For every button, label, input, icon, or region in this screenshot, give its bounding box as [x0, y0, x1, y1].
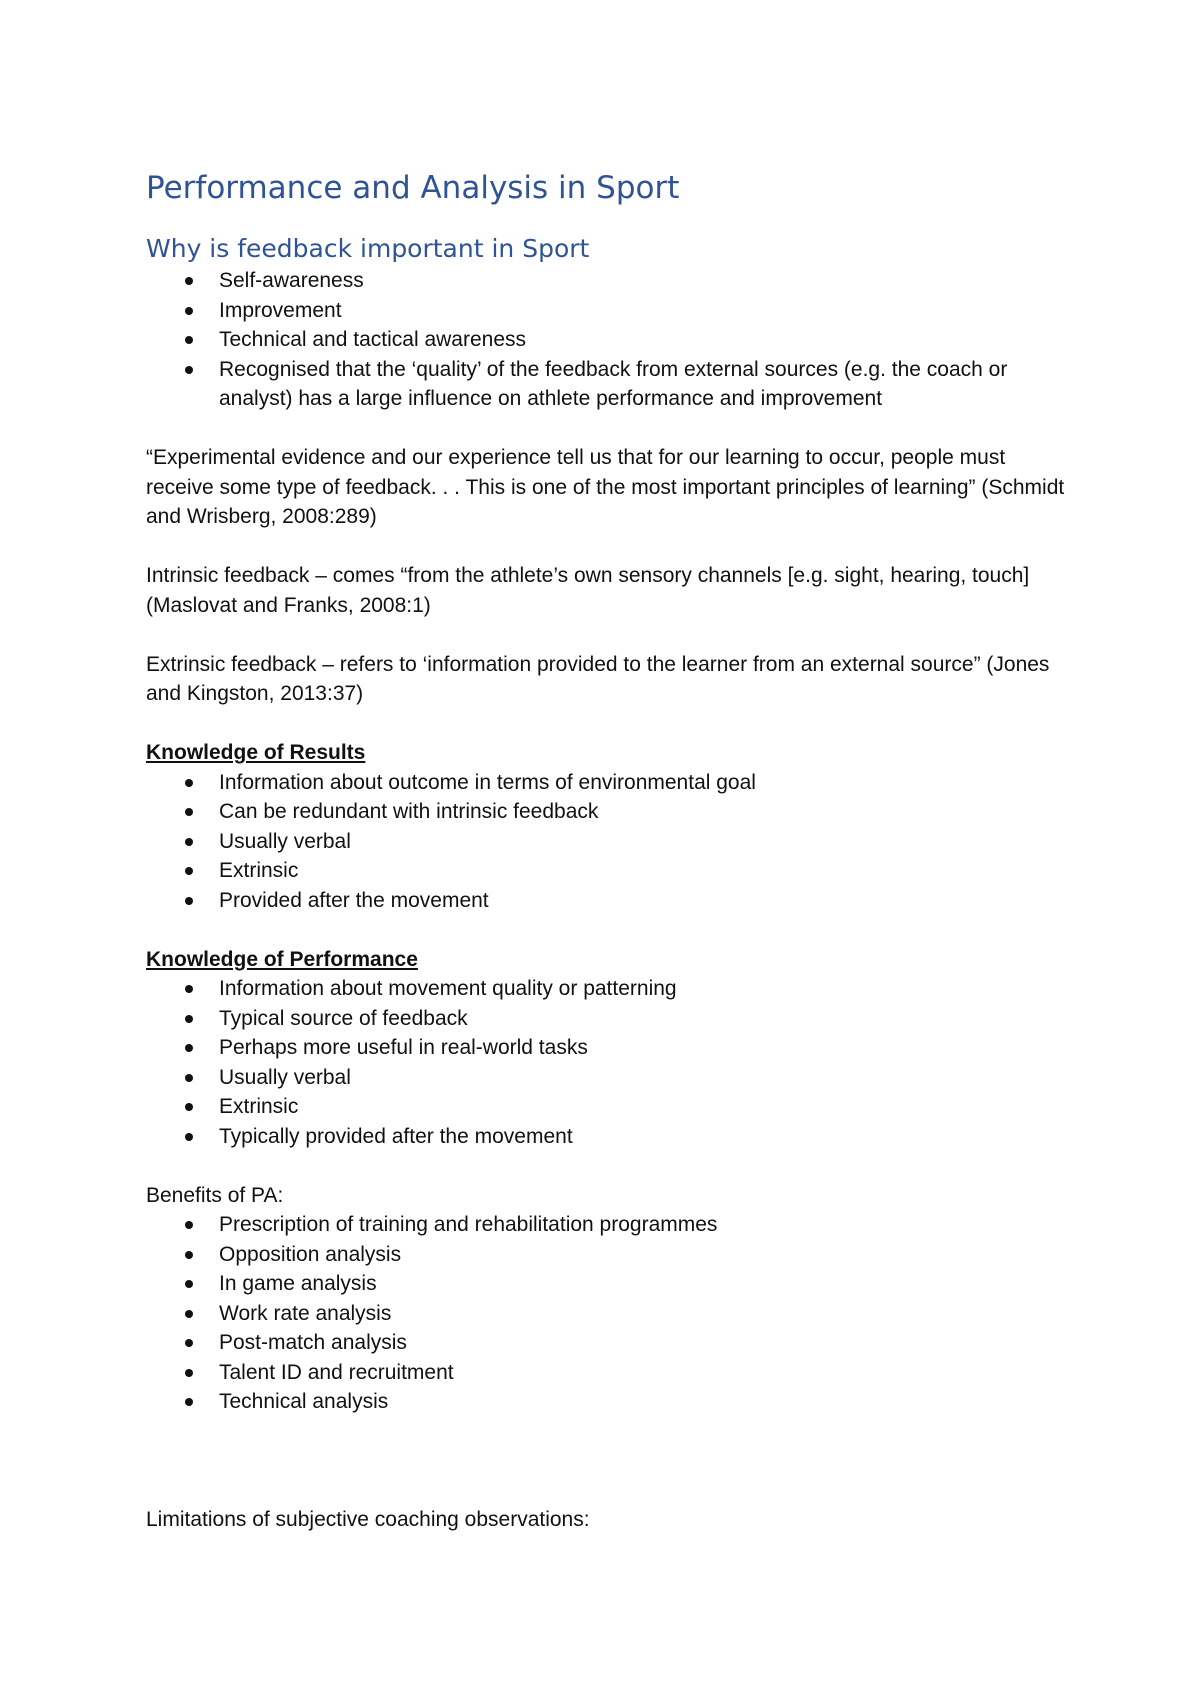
knowledge-of-performance-heading: Knowledge of Performance: [146, 947, 418, 971]
list-item: [146, 1269, 1076, 1299]
benefits-heading: Benefits of PA:: [146, 1183, 284, 1207]
list-item: [146, 1210, 1076, 1240]
bullet-icon: [185, 307, 193, 315]
list-item: [146, 1299, 1076, 1329]
list-item-text: Extrinsic: [219, 859, 299, 882]
list-item: [146, 1122, 1076, 1152]
bullet-icon: [185, 1133, 193, 1141]
list-item: [146, 1004, 1076, 1034]
limitations-heading: Limitations of subjective coaching observations:: [146, 1507, 590, 1531]
list-item: [146, 1063, 1076, 1093]
list-item-text: Typically provided after the movement: [219, 1124, 573, 1148]
list-item: [146, 296, 1076, 326]
list-item-text: Prescription of training and rehabilitation programmes: [219, 1213, 718, 1236]
quote-paragraph: “Experimental evidence and our experience tell us that for our learning to occur, people must receive some type of feedback. . . This is one of the most important principles of learning” (Schmidt and Wrisberg, 2008:289): [146, 446, 1065, 528]
list-item: [146, 1033, 1076, 1063]
bullet-icon: [185, 277, 193, 285]
list-item: [146, 1328, 1076, 1358]
list-item: [146, 325, 1076, 355]
list-item: [146, 856, 1076, 886]
bullet-icon: [185, 1251, 193, 1259]
bullet-icon: [185, 1398, 193, 1406]
list-item-text: Work rate analysis: [219, 1301, 392, 1325]
list-item-text: Extrinsic: [219, 1095, 299, 1118]
list-item: [146, 768, 1076, 798]
list-item-text: Perhaps more useful in real-world tasks: [219, 1036, 588, 1059]
benefits-list: [146, 1210, 1076, 1417]
list-item-text: Usually verbal: [219, 1065, 351, 1089]
bullet-icon: [185, 1044, 193, 1052]
list-item-text: Usually verbal: [219, 829, 351, 853]
list-item-text: Typical source of feedback: [219, 1006, 468, 1030]
bullet-icon: [185, 1280, 193, 1288]
page-title: Performance and Analysis in Sport: [146, 170, 680, 206]
bullet-icon: [185, 1103, 193, 1111]
why-feedback-list: [146, 266, 1076, 414]
document-body: [146, 166, 1076, 1534]
list-item-text: Improvement: [219, 298, 342, 322]
bullet-icon: [185, 336, 193, 344]
list-item-text: Recognised that the ‘quality’ of the feedback from external sources (e.g. the coach or analyst) has a large influence on athlete performance and improvement: [219, 357, 1008, 410]
bullet-icon: [185, 897, 193, 905]
list-item-text: Can be redundant with intrinsic feedback: [219, 800, 599, 823]
bullet-icon: [185, 779, 193, 787]
list-item: [146, 355, 1076, 414]
bullet-icon: [185, 1310, 193, 1318]
knowledge-of-performance-list: [146, 974, 1076, 1151]
intrinsic-feedback-paragraph: Intrinsic feedback – comes “from the athlete’s own sensory channels [e.g. sight, hearing, touch] (Maslovat and Franks, 2008:1): [146, 564, 1030, 617]
bullet-icon: [185, 867, 193, 875]
extrinsic-feedback-paragraph: Extrinsic feedback – refers to ‘information provided to the learner from an external source” (Jones and Kingston, 2013:37): [146, 652, 1050, 705]
list-item-text: Post-match analysis: [219, 1331, 407, 1354]
bullet-icon: [185, 1015, 193, 1023]
list-item-text: Information about movement quality or patterning: [219, 977, 677, 1000]
bullet-icon: [185, 838, 193, 846]
list-item-text: Technical analysis: [219, 1390, 389, 1413]
list-item-text: In game analysis: [219, 1272, 377, 1295]
list-item-text: Talent ID and recruitment: [219, 1360, 454, 1384]
bullet-icon: [185, 1339, 193, 1347]
list-item-text: Provided after the movement: [219, 888, 489, 912]
list-item: [146, 1092, 1076, 1122]
bullet-icon: [185, 985, 193, 993]
bullet-icon: [185, 1369, 193, 1377]
list-item: [146, 266, 1076, 296]
bullet-icon: [185, 1074, 193, 1082]
list-item: [146, 1387, 1076, 1417]
section-heading-why-feedback: Why is feedback important in Sport: [146, 234, 590, 263]
list-item: [146, 1358, 1076, 1388]
list-item-text: Opposition analysis: [219, 1242, 402, 1266]
bullet-icon: [185, 366, 193, 374]
list-item: [146, 974, 1076, 1004]
list-item-text: Self-awareness: [219, 269, 364, 292]
list-item: [146, 827, 1076, 857]
knowledge-of-results-heading: Knowledge of Results: [146, 741, 366, 764]
bullet-icon: [185, 808, 193, 816]
knowledge-of-results-list: [146, 768, 1076, 916]
bullet-icon: [185, 1221, 193, 1229]
list-item: [146, 797, 1076, 827]
list-item: [146, 1240, 1076, 1270]
list-item-text: Information about outcome in terms of environmental goal: [219, 770, 756, 794]
list-item: [146, 886, 1076, 916]
list-item-text: Technical and tactical awareness: [219, 328, 527, 351]
